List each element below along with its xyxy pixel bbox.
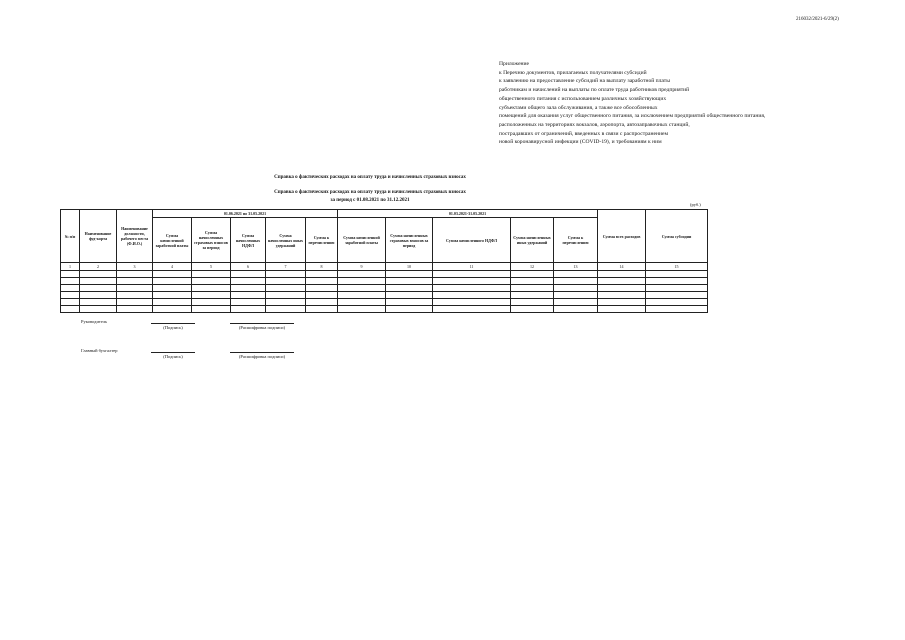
column-number: 8 xyxy=(306,263,338,271)
col-header-name: Наименование фуд-корта xyxy=(80,210,117,263)
column-number: 2 xyxy=(80,263,117,271)
appendix-line: к заявлению на предоставление субсидий на выплату заработной платы xyxy=(499,78,670,85)
subtitle-text: Справка о фактических расходах на оплату труда и начисленных страховых взносах xyxy=(274,190,466,195)
column-number: 7 xyxy=(266,263,306,271)
column-number: 10 xyxy=(386,263,433,271)
signature-name-line xyxy=(230,323,294,324)
signature-name-line xyxy=(230,352,294,353)
col-header-total: Сумма всех расходов xyxy=(598,210,646,263)
currency-unit: (руб.) xyxy=(690,202,701,207)
signature-line xyxy=(151,323,195,324)
table-row xyxy=(61,299,708,306)
column-number: 1 xyxy=(61,263,80,271)
period1-col-header: Сумма к перечислению xyxy=(306,218,338,263)
appendix-line: помещений для оказания услуг общественного питания, за исключением предприятий общественного питания, xyxy=(499,113,766,120)
period1-header: 01.06.2021 по 31.05.2021 xyxy=(153,210,338,218)
signature-role-accountant: Главный бухгалтер xyxy=(81,348,118,353)
table-row xyxy=(61,306,708,313)
column-number: 11 xyxy=(433,263,511,271)
document-number: 216032/2021-6/29(2) xyxy=(796,17,839,22)
appendix-line: пострадавших от ограничений, введенных в связи с распространением xyxy=(499,130,668,137)
signature-line xyxy=(151,352,195,353)
signature-name-caption: (Расшифровка подписи) xyxy=(238,354,286,359)
column-number: 12 xyxy=(511,263,554,271)
col-header-subsidy: Сумма субсидии xyxy=(646,210,708,263)
column-number: 15 xyxy=(646,263,708,271)
appendix-line: Приложение xyxy=(499,61,530,67)
column-number: 5 xyxy=(192,263,231,271)
period1-col-header: Сумма начисленных иных удержаний xyxy=(266,218,306,263)
period2-col-header: Сумма начисленных иных удержаний xyxy=(511,218,554,263)
appendix-line: новой коронавирусной инфекции (COVID-19), и требованиям к ним xyxy=(499,139,662,146)
subtitle-period: за период с 01.08.2021 по 31.12.2021 xyxy=(330,198,410,203)
period1-col-header: Сумма начисленных страховых взносов за период xyxy=(192,218,231,263)
signature-name-caption: (Расшифровка подписи) xyxy=(238,325,286,330)
table-row xyxy=(61,271,708,278)
period2-col-header: Сумма начисленного НДФЛ xyxy=(433,218,511,263)
signature-caption: (Подпись) xyxy=(163,354,183,359)
col-header-no: № п/п xyxy=(61,210,80,263)
table-row xyxy=(61,292,708,299)
period2-col-header: Сумма начисленных страховых взносов за период xyxy=(386,218,433,263)
period2-col-header: Сумма к перечислению xyxy=(554,218,598,263)
appendix-line: к Перечню документов, прилагаемых получателями субсидий xyxy=(499,69,647,76)
table-row xyxy=(61,278,708,285)
document-subtitle xyxy=(200,189,540,205)
column-number: 4 xyxy=(153,263,192,271)
column-number: 6 xyxy=(231,263,266,271)
period1-col-header: Сумма начисленной заработной платы xyxy=(153,218,192,263)
appendix-line: расположенных на территориях вокзалов, аэропорта, автозаправочных станций, xyxy=(499,121,690,128)
column-number: 9 xyxy=(338,263,386,271)
column-number: 13 xyxy=(554,263,598,271)
column-number: 14 xyxy=(598,263,646,271)
period2-header: 01.03.2021-31.05.2021 xyxy=(338,210,598,218)
table-row xyxy=(61,285,708,292)
appendix-line: субъектами общего зала обслуживания, а также все обособленных xyxy=(499,104,658,111)
appendix-block xyxy=(499,60,765,147)
signature-caption: (Подпись) xyxy=(163,325,183,330)
appendix-line: работникам и начислений на выплаты по оплате труда работников предприятий xyxy=(499,87,690,94)
appendix-line: общественного питания с использованием различных хозяйствующих xyxy=(499,95,667,102)
col-header-position: Наименование должности, рабочего места (Ф.И.О.) xyxy=(117,210,153,263)
column-number: 3 xyxy=(117,263,153,271)
signature-role-manager: Руководитель xyxy=(81,319,108,324)
period2-col-header: Сумма начисленной заработной платы xyxy=(338,218,386,263)
period1-col-header: Сумма начисленных НДФЛ xyxy=(231,218,266,263)
expense-table xyxy=(60,209,708,313)
document-title: Справка о фактических расходах на оплату труда и начисленных страховых взносах xyxy=(274,175,466,180)
